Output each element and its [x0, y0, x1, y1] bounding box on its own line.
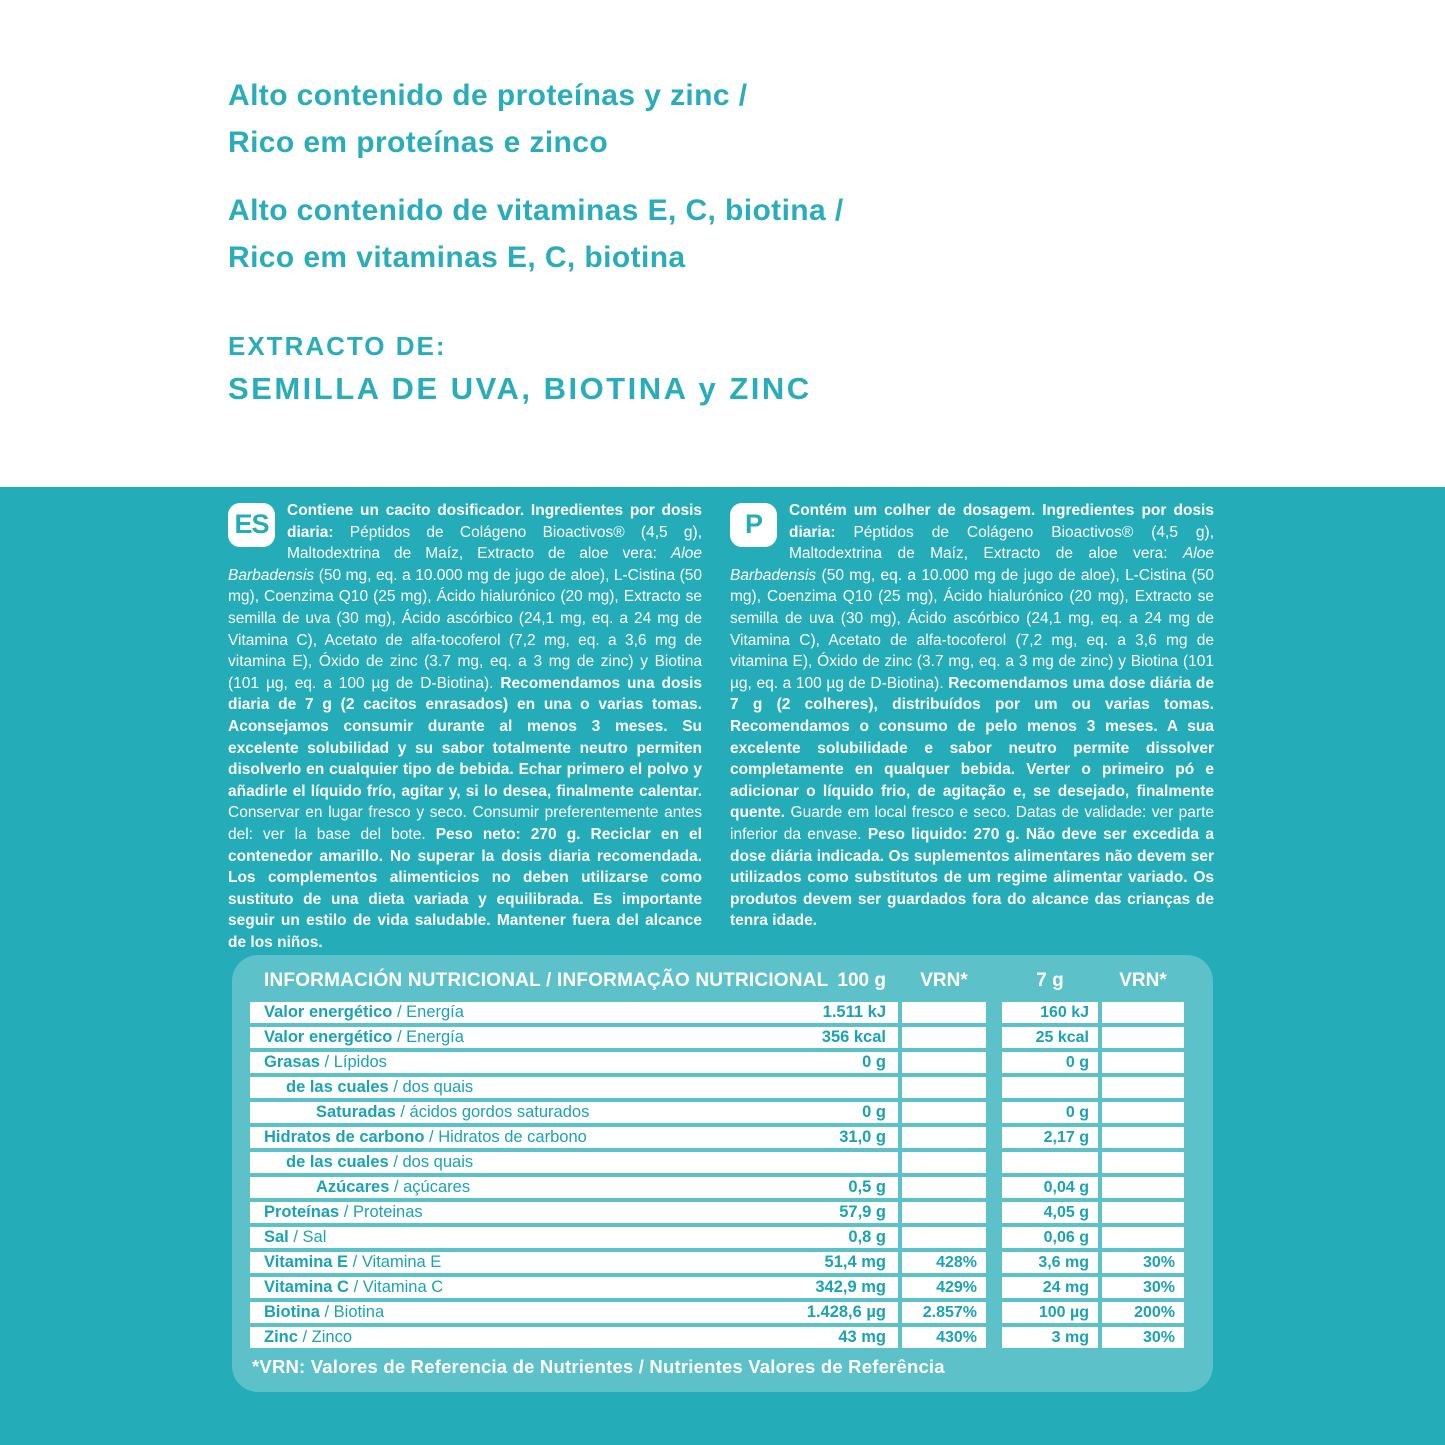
vrn-per-7g — [1102, 1227, 1184, 1248]
nutrient-label-cell — [250, 1102, 898, 1123]
ingredients-paragraph-es — [228, 500, 702, 953]
language-badge-pt — [730, 503, 777, 547]
value-per-7g: 0 g — [1002, 1052, 1098, 1073]
nutrition-row — [250, 1202, 1196, 1223]
vrn-per-7g: 30% — [1102, 1327, 1184, 1348]
nutrient-label: de las cuales / dos quais — [286, 1153, 474, 1171]
vrn-per-7g — [1102, 1152, 1184, 1173]
ingredients-es-latin-name: Aloe Barbadensis — [228, 545, 702, 584]
nutrient-label-cell — [250, 1052, 898, 1073]
extract-value: SEMILLA DE UVA, BIOTINA y ZINC — [228, 371, 812, 406]
value-per-7g: 2,17 g — [1002, 1127, 1098, 1148]
nutrient-label: Grasas / Lípidos — [264, 1053, 387, 1071]
claim-vitamins-pt: Rico em vitaminas E, C, biotina — [228, 241, 686, 274]
value-per-7g — [1002, 1152, 1098, 1173]
nutrition-row — [250, 1327, 1196, 1348]
claim-vitamins-es: Alto contenido de vitaminas E, C, biotina / — [228, 194, 844, 227]
nutrition-row — [250, 1127, 1196, 1148]
nutrient-label: Biotina / Biotina — [264, 1303, 385, 1321]
language-badge-es-label: ES — [234, 509, 269, 540]
vrn-per-7g — [1102, 1027, 1184, 1048]
vrn-per-100g — [902, 1027, 986, 1048]
claims-section — [228, 72, 844, 407]
ingredients-es-intro: Contiene un cacito dosificador. Ingredientes por dosis diaria: — [287, 502, 702, 541]
value-per-7g: 25 kcal — [1002, 1027, 1098, 1048]
nutrition-row — [250, 1302, 1196, 1323]
value-per-7g: 0,04 g — [1002, 1177, 1098, 1198]
vrn-per-100g: 430% — [902, 1327, 986, 1348]
vrn-per-100g: 428% — [902, 1252, 986, 1273]
column-header-vrn-100g: VRN* — [920, 970, 968, 991]
ingredients-es-body-3: Conservar en lugar fresco y seco. Consumir preferentemente antes del: ver la base del bote. — [228, 804, 702, 843]
nutrition-table-rows — [250, 1002, 1196, 1348]
nutrient-label-cell — [250, 1277, 898, 1298]
nutrient-label: Zinc / Zinco — [264, 1328, 353, 1346]
value-per-7g: 0 g — [1002, 1102, 1098, 1123]
ingredients-pt-dosage: Recomendamos uma dose diária de 7 g (2 colheres), distribuídos por um ou varias tomas. Recomendamos o consumo de pelo menos 3 meses. A sua excelente solubilidade e sabor neutro permite dissolver completamente en qualquer bebida. Verter o primeiro pó e adicionar o líquido frio, de agitação e, se desejado, finalmente quente. — [730, 674, 1215, 822]
nutrient-label-cell — [250, 1077, 898, 1098]
ingredients-pt-intro: Contém um colher de dosagem. Ingredientes por dosis diaria: — [789, 502, 1214, 541]
nutrient-label-cell — [250, 1327, 898, 1348]
ingredients-pt-body-3: Guarde em local fresco e seco. Datas de validade: ver parte inferior da envase. — [730, 804, 1214, 843]
nutrient-label: Saturadas / ácidos gordos saturados — [316, 1103, 590, 1121]
ingredients-es-body-2: (50 mg, eq. a 10.000 mg de jugo de aloe), L-Cistina (50 mg), Coenzima Q10 (25 mg), Ácido hialurónico (20 mg), Extracto se semilla de uva (30 mg), Ácido ascórbico (24,1 mg, eq. a 24 mg de Vitamina C), Acetato de alfa-tocoferol (7,2 mg, eq. a 3,6 mg de vitamina E), Óxido de zinc (3.7 mg, eq. a 3 mg de zinc) y Biotina (101 µg, eq. a 100 µg de D-Biotina). — [228, 566, 702, 692]
vrn-per-7g — [1102, 1177, 1184, 1198]
nutrient-label: Valor energético / Energía — [264, 1003, 464, 1021]
extract-label: EXTRACTO DE: — [228, 331, 447, 361]
nutrition-row — [250, 1152, 1196, 1173]
vrn-per-100g — [902, 1077, 986, 1098]
nutrient-label-cell — [250, 1252, 898, 1273]
nutrition-row — [250, 1052, 1196, 1073]
vrn-per-7g — [1102, 1077, 1184, 1098]
claim-protein-zinc-es: Alto contenido de proteínas y zinc / — [228, 79, 748, 112]
ingredients-es-body-1: Péptidos de Colágeno Bioactivos® (4,5 g), Maltodextrina de Maíz, Extracto de aloe vera: — [287, 523, 702, 563]
vrn-per-100g — [902, 1177, 986, 1198]
nutrient-label: Valor energético / Energía — [264, 1028, 464, 1046]
value-per-100g: 356 kcal — [821, 1028, 886, 1046]
vrn-per-7g: 30% — [1102, 1277, 1184, 1298]
info-band — [0, 487, 1445, 1445]
vrn-per-7g — [1102, 1052, 1184, 1073]
nutrient-label: Vitamina C / Vitamina C — [264, 1278, 444, 1296]
nutrient-label-cell — [250, 1027, 898, 1048]
nutrition-row — [250, 1002, 1196, 1023]
vrn-per-7g: 30% — [1102, 1252, 1184, 1273]
vrn-per-100g — [902, 1227, 986, 1248]
value-per-7g: 160 kJ — [1002, 1002, 1098, 1023]
column-header-100g: 100 g — [837, 970, 886, 991]
nutrient-label-cell — [250, 1152, 898, 1173]
vrn-per-100g — [902, 1202, 986, 1223]
nutrient-label: Hidratos de carbono / Hidratos de carbono — [264, 1128, 587, 1146]
claim-vitamins — [228, 187, 844, 281]
column-header-vrn-7g: VRN* — [1119, 970, 1167, 991]
vrn-per-100g — [902, 1152, 986, 1173]
value-per-100g: 0 g — [862, 1103, 886, 1121]
nutrition-table-header — [250, 965, 1196, 997]
nutrition-table-title-cell — [250, 965, 898, 997]
column-header-7g: 7 g — [1036, 970, 1064, 991]
vrn-per-100g — [902, 1052, 986, 1073]
nutrition-table-title: INFORMACIÓN NUTRICIONAL / INFORMAÇÃO NUTRICIONAL — [264, 970, 829, 991]
vrn-footnote: *VRN: Valores de Referencia de Nutrientes / Nutrientes Valores de Referência — [252, 1356, 945, 1377]
nutrient-label: de las cuales / dos quais — [286, 1078, 474, 1096]
value-per-7g: 0,06 g — [1002, 1227, 1098, 1248]
vrn-per-7g — [1102, 1102, 1184, 1123]
ingredients-pt-body-2: (50 mg, eq. a 10.000 mg de jugo de aloe), L-Cistina (50 mg), Coenzima Q10 (25 mg), Ácido hialurónico (20 mg), Extracto se semilla de uva (30 mg), Ácido ascórbico (24,1 mg, eq. a 24 mg de Vitamina C), Acetato de alfa-tocoferol (7,2 mg, eq. a 3,6 mg de vitamina E), Óxido de zinc (3.7 mg, eq. a 3 mg de zinc) y Biotina (101 µg, eq. a 100 µg de D-Biotina). — [730, 566, 1214, 692]
nutrient-label-cell — [250, 1302, 898, 1323]
value-per-100g: 31,0 g — [839, 1128, 886, 1146]
vrn-per-100g — [902, 1002, 986, 1023]
nutrition-row — [250, 1277, 1196, 1298]
nutrient-label: Vitamina E / Vitamina E — [264, 1253, 442, 1271]
vrn-per-100g: 2.857% — [902, 1302, 986, 1323]
ingredients-es-dosage: Recomendamos una dosis diaria de 7 g (2 cacitos enrasados) en una o varias tomas. Aconsejamos consumir durante al menos 3 meses. Su excelente solubilidad y su sabor totalmente neutro permiten disolverlo en cualquier tipo de bebida. Echar primero el polvo y añadirle el líquido frío, agitar y, si lo desea, finalmente calentar. — [228, 674, 702, 800]
extract-block — [228, 331, 844, 407]
vrn-per-7g — [1102, 1002, 1184, 1023]
vrn-per-100g — [902, 1127, 986, 1148]
ingredients-pt-latin-name: Aloe Barbadensis — [730, 545, 1214, 584]
value-per-100g: 43 mg — [838, 1328, 886, 1346]
value-per-100g: 0,5 g — [848, 1178, 886, 1196]
language-badge-pt-label: P — [744, 509, 762, 540]
value-per-7g: 24 mg — [1002, 1277, 1098, 1298]
ingredients-pt-body-1: Péptidos de Colágeno Bioactivos® (4,5 g), Maltodextrina de Maíz, Extracto de aloe vera: — [789, 523, 1214, 563]
nutrient-label: Proteínas / Proteinas — [264, 1203, 423, 1221]
nutrition-table — [232, 955, 1213, 1392]
ingredients-es-warnings: Peso neto: 270 g. Reciclar en el contenedor amarillo. No superar la dosis diaria recomendada. Los complementos alimenticios no deben utilizarse como sustituto de una dieta variada y equilibrada. Es importante seguir un estilo de vida saludable. Mantener fuera del alcance de los niños. — [228, 825, 702, 951]
ingredients-paragraph-pt — [730, 500, 1214, 932]
nutrient-label-cell — [250, 1202, 898, 1223]
value-per-100g: 0 g — [862, 1053, 886, 1071]
value-per-7g — [1002, 1077, 1098, 1098]
nutrition-row — [250, 1027, 1196, 1048]
value-per-7g: 100 µg — [1002, 1302, 1098, 1323]
nutrient-label-cell — [250, 1177, 898, 1198]
vrn-per-100g — [902, 1102, 986, 1123]
value-per-7g: 3 mg — [1002, 1327, 1098, 1348]
value-per-7g: 3,6 mg — [1002, 1252, 1098, 1273]
nutrition-row — [250, 1252, 1196, 1273]
vrn-per-100g: 429% — [902, 1277, 986, 1298]
claim-protein-zinc — [228, 72, 844, 166]
ingredients-pt-warnings: Peso liquido: 270 g. Não deve ser excedida a dose diária indicada. Os suplementos alimentares não devem ser utilizados como substitutos de um regime alimentar variado. Os produtos devem ser guardados fora do alcance das crianças de tenra idade. — [730, 825, 1214, 930]
nutrient-label: Azúcares / açúcares — [316, 1178, 471, 1196]
nutrition-row — [250, 1077, 1196, 1098]
vrn-per-7g: 200% — [1102, 1302, 1184, 1323]
nutrition-row — [250, 1177, 1196, 1198]
nutrition-row — [250, 1102, 1196, 1123]
vrn-per-7g — [1102, 1127, 1184, 1148]
nutrient-label: Sal / Sal — [264, 1228, 327, 1246]
vrn-per-7g — [1102, 1202, 1184, 1223]
value-per-100g: 1.428,6 µg — [806, 1303, 886, 1321]
value-per-100g: 1.511 kJ — [822, 1003, 886, 1021]
nutrient-label-cell — [250, 1127, 898, 1148]
value-per-100g: 342,9 mg — [815, 1278, 886, 1296]
value-per-100g: 57,9 g — [839, 1203, 886, 1221]
nutrient-label-cell — [250, 1227, 898, 1248]
nutrition-row — [250, 1227, 1196, 1248]
nutrient-label-cell — [250, 1002, 898, 1023]
value-per-7g: 4,05 g — [1002, 1202, 1098, 1223]
claim-protein-zinc-pt: Rico em proteínas e zinco — [228, 126, 609, 159]
value-per-100g: 51,4 mg — [824, 1253, 886, 1271]
value-per-100g: 0,8 g — [848, 1228, 886, 1246]
language-badge-es — [228, 503, 275, 547]
